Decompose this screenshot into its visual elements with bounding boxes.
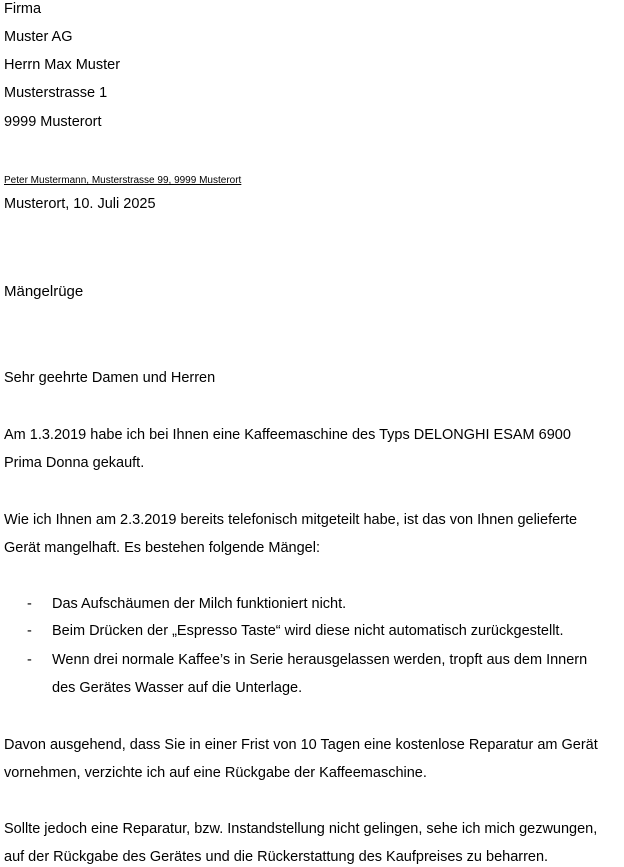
paragraph2-line1: Wie ich Ihnen am 2.3.2019 bereits telefonisch mitgeteilt habe, ist das von Ihnen gelieferte	[4, 512, 578, 528]
defect-item-2: Beim Drücken der „Espresso Taste“ wird diese nicht automatisch zurückgestellt.	[52, 623, 564, 639]
place-date: Musterort, 10. Juli 2025	[4, 196, 156, 212]
sender-return-line: Peter Mustermann, Musterstrasse 99, 9999 Musterort	[4, 175, 242, 186]
salutation: Sehr geehrte Damen und Herren	[4, 370, 216, 386]
defect-marker-3: -	[27, 652, 32, 668]
paragraph3-line2: vornehmen, verzichte ich auf eine Rückgabe der Kaffeemaschine.	[4, 765, 427, 781]
defect-item-1: Das Aufschäumen der Milch funktioniert nicht.	[52, 596, 347, 612]
defect-item-3-line2: des Gerätes Wasser auf die Unterlage.	[52, 680, 303, 696]
paragraph4-line1: Sollte jedoch eine Reparatur, bzw. Instandstellung nicht gelingen, sehe ich mich gezwungen,	[4, 821, 598, 837]
subject-heading: Mängelrüge	[4, 283, 84, 300]
recipient-person: Herrn Max Muster	[4, 57, 121, 73]
recipient-company-type: Firma	[4, 1, 42, 17]
recipient-city: 9999 Musterort	[4, 114, 102, 130]
paragraph3-line1: Davon ausgehend, dass Sie in einer Frist von 10 Tagen eine kostenlose Reparatur am Gerät	[4, 737, 598, 753]
defect-marker-2: -	[27, 623, 32, 639]
paragraph2-line2: Gerät mangelhaft. Es bestehen folgende Mängel:	[4, 540, 320, 556]
paragraph4-line2: auf der Rückgabe des Gerätes und die Rückerstattung des Kaufpreises zu beharren.	[4, 849, 549, 865]
paragraph1-line1: Am 1.3.2019 habe ich bei Ihnen eine Kaffeemaschine des Typs DELONGHI ESAM 6900	[4, 427, 571, 443]
recipient-company-name: Muster AG	[4, 29, 73, 45]
paragraph1-line2: Prima Donna gekauft.	[4, 455, 145, 471]
defect-marker-1: -	[27, 596, 32, 612]
defect-item-3-line1: Wenn drei normale Kaffee’s in Serie herausgelassen werden, tropft aus dem Innern	[52, 652, 588, 668]
recipient-street: Musterstrasse 1	[4, 85, 108, 101]
